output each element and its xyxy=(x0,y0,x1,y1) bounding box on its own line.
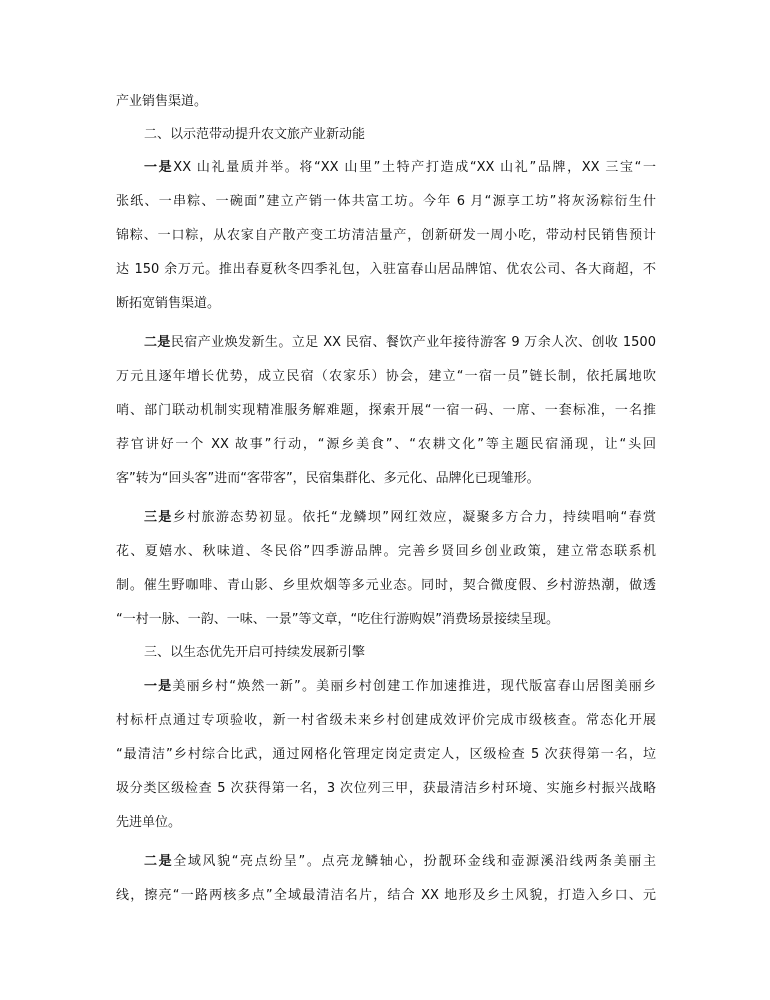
paragraph-line: 先进单位。 xyxy=(116,815,182,830)
paragraph-text: 民宿产业焕发新生。立足 XX 民宿、餐饮产业年接待游客 9 万余人次、创收 1500 xyxy=(170,335,656,350)
paragraph-line: 锦粽、一口粽，从农家自产散产变工坊清洁量产，创新研发一周小吃，带动村民销售预计 xyxy=(116,228,656,243)
lead-phrase: 一是 xyxy=(144,679,173,694)
paragraph-line: 制。催生野咖啡、青山影、乡里炊烟等多元业态。同时，契合微度假、乡村游热潮，做透 xyxy=(116,578,656,593)
section-heading: 二、以示范带动提升农文旅产业新动能 xyxy=(144,127,366,142)
paragraph-line: 客”转为“回头客”进而“客带客”，民宿集群化、多元化、品牌化已现雏形。 xyxy=(116,471,540,486)
paragraph-line: 断拓宽销售渠道。 xyxy=(116,296,221,311)
paragraph-text: 全域风貌“亮点纷呈”。点亮龙鳞轴心，扮靓环金线和壶源溪沿线两条美丽主 xyxy=(173,854,656,869)
paragraph-line: 达 150 余万元。推出春夏秋冬四季礼包，入驻富春山居品牌馆、优农公司、各大商超，不 xyxy=(116,262,656,277)
paragraph-line xyxy=(144,158,656,178)
paragraph-text: XX 山礼量质并举。将“XX 山里”土特产打造成“XX 山礼”品牌，XX 三宝“一 xyxy=(173,160,656,175)
paragraph-line: 花、夏嬉水、秋味道、冬民俗”四季游品牌。完善乡贤回乡创业政策，建立常态联系机 xyxy=(116,544,656,559)
paragraph-line: 线，擦亮“一路两核多点”全域最清洁名片，结合 XX 地形及乡土风貌，打造入乡口、元 xyxy=(116,888,656,903)
section-heading: 三、以生态优先开启可持续发展新引擎 xyxy=(144,645,366,660)
paragraph-line: 村标杆点通过专项验收，新一村省级未来乡村创建成效评价完成市级核查。常态化开展 xyxy=(116,713,656,728)
lead-phrase: 二是 xyxy=(144,335,171,350)
paragraph-line: 万元且逐年增长优势，成立民宿（农家乐）协会，建立“一宿一员”链长制，依托属地吹 xyxy=(116,369,656,384)
paragraph-line xyxy=(144,677,656,697)
lead-phrase: 一是 xyxy=(144,160,174,175)
paragraph-line: 荐官讲好一个 XX 故事”行动，“源乡美食”、“农耕文化”等主题民宿涌现，让“头回 xyxy=(116,437,656,452)
paragraph-text: 乡村旅游态势初显。依托“龙鳞坝”网红效应，凝聚多方合力，持续唱响“春赏 xyxy=(172,510,656,525)
paragraph-line: “一村一脉、一韵、一味、一景”等文章，“吃住行游购娱”消费场景接续呈现。 xyxy=(116,612,559,627)
paragraph-line xyxy=(144,333,656,353)
paragraph-line: 产业销售渠道。 xyxy=(116,94,208,109)
lead-phrase: 三是 xyxy=(144,510,173,525)
lead-phrase: 二是 xyxy=(144,854,174,869)
paragraph-line: 哨、部门联动机制实现精准服务解难题，探索开展“一宿一码、一席、一套标准，一名推 xyxy=(116,403,656,418)
paragraph-text: 美丽乡村“焕然一新”。美丽乡村创建工作加速推进，现代版富春山居图美丽乡 xyxy=(172,679,656,694)
paragraph-line xyxy=(144,852,656,872)
paragraph-line: “最清洁”乡村综合比武，通过网格化管理定岗定责定人，区级检查 5 次获得第一名，垃 xyxy=(116,747,656,762)
paragraph-line: 张纸、一串粽、一碗面”建立产销一体共富工坊。今年 6 月“源享工坊”将灰汤粽衍生什 xyxy=(116,194,656,209)
paragraph-line: 圾分类区级检查 5 次获得第一名，3 次位列三甲，获最清洁乡村环境、实施乡村振兴战略 xyxy=(116,781,656,796)
paragraph-line xyxy=(144,508,656,528)
